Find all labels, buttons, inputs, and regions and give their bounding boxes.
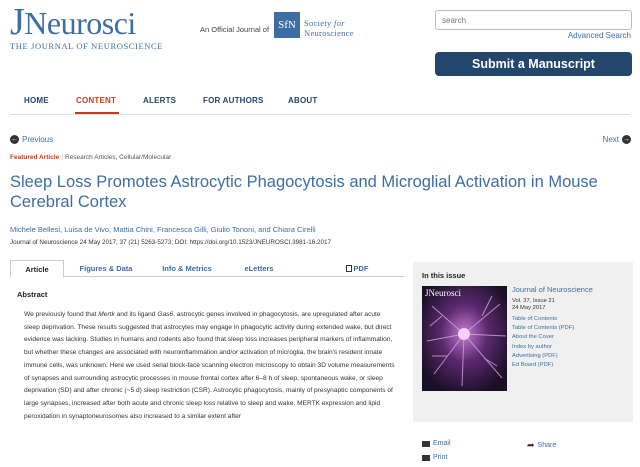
- share-label: Share: [537, 442, 557, 449]
- issue-cover-image[interactable]: [422, 286, 507, 391]
- link-ed-board-pdf[interactable]: Ed Board (PDF): [512, 362, 554, 369]
- issue-links: [512, 315, 593, 370]
- tab-figures-data[interactable]: Figures & Data: [79, 264, 133, 273]
- link-advertising-pdf[interactable]: Advertising (PDF): [512, 352, 558, 359]
- society-word: Society: [304, 18, 335, 28]
- arrow-left-icon: ←: [11, 136, 18, 143]
- tab-eletters[interactable]: eLetters: [244, 264, 274, 273]
- next-label: Next: [602, 135, 619, 144]
- issue-volume: Vol. 37, Issue 21: [512, 298, 555, 304]
- share-arrow-icon: ➦: [527, 440, 535, 450]
- tab-article[interactable]: Article: [10, 260, 64, 278]
- abstract-heading: Abstract: [17, 290, 48, 299]
- logo-text: Neurosci: [24, 5, 136, 41]
- author-list[interactable]: Michele Bellesi, Luisa de Vivo, Mattia Chini, Francesca Gilli, Giulio Tononi, and Chiara Cirelli: [10, 225, 316, 234]
- society-word-2: Neuroscience: [304, 28, 354, 38]
- logo-initial: J: [10, 1, 25, 43]
- citation: Journal of Neuroscience 24 May 2017, 37 (21) 5263-5273; DOI: https://doi.org/10.1523/JNEUROSCI.3981-16.2017: [10, 239, 331, 246]
- logo-subtitle: THE JOURNAL OF NEUROSCIENCE: [10, 41, 164, 51]
- cover-logo: JNeurosci: [425, 288, 461, 298]
- link-index-by-author[interactable]: Index by author: [512, 343, 552, 350]
- envelope-icon: [422, 441, 430, 447]
- arrow-right-icon: →: [623, 136, 630, 143]
- main-nav: [0, 94, 640, 114]
- printer-icon: [422, 455, 430, 461]
- share-link[interactable]: [527, 440, 556, 451]
- issue-date: 24 May 2017: [512, 305, 546, 311]
- tab-pdf[interactable]: [340, 260, 374, 277]
- print-label: Print: [433, 454, 448, 461]
- nav-divider: [10, 114, 630, 115]
- sfn-logo-icon[interactable]: SfN: [274, 12, 300, 38]
- featured-badge: Featured Article: [10, 154, 60, 161]
- pdf-file-icon: [346, 265, 352, 272]
- article-category: Featured Article | Research Articles, Cellular/Molecular: [10, 154, 172, 161]
- email-link[interactable]: [422, 440, 451, 447]
- tab-info-metrics[interactable]: Info & Metrics: [162, 264, 212, 273]
- nav-content[interactable]: CONTENT: [76, 96, 117, 105]
- link-table-of-contents[interactable]: Table of Contents: [512, 316, 558, 322]
- nav-home[interactable]: HOME: [24, 96, 49, 105]
- society-for: for: [334, 18, 345, 28]
- journal-link[interactable]: Journal of Neuroscience: [512, 285, 593, 294]
- article-sections: Research Articles, Cellular/Molecular: [64, 154, 172, 161]
- journal-logo[interactable]: [10, 1, 164, 51]
- previous-label: Previous: [22, 135, 54, 144]
- previous-link[interactable]: [10, 135, 53, 144]
- nav-about[interactable]: ABOUT: [288, 96, 318, 105]
- official-journal-label: An Official Journal of: [200, 25, 270, 34]
- article-tabs: [10, 260, 404, 277]
- article-title: Sleep Loss Promotes Astrocytic Phagocytosis and Microglial Activation in Mouse Cerebral Cortex: [10, 173, 598, 211]
- print-link[interactable]: [422, 454, 447, 461]
- society-name[interactable]: [304, 18, 354, 38]
- issue-heading: In this issue: [422, 271, 466, 280]
- link-about-the-cover[interactable]: About the Cover: [512, 334, 554, 341]
- issue-info: [512, 285, 593, 370]
- nav-for-authors[interactable]: FOR AUTHORS: [203, 96, 264, 105]
- next-link[interactable]: [603, 135, 631, 144]
- issue-panel: [413, 262, 633, 422]
- link-table-of-contents-pdf[interactable]: Table of Contents (PDF): [512, 325, 575, 332]
- advanced-search-link[interactable]: Advanced Search: [567, 31, 631, 40]
- submit-manuscript-button[interactable]: Submit a Manuscript: [435, 52, 632, 76]
- abstract-text: We previously found that Mertk and its ligand Gas6, astrocytic genes involved in phagocytosis, are upregulated after acute sleep deprivation. These results suggested that astrocytes may engage in phagocytic activity during extended wake, but direct evidence was lacking. Studies in humans and rodents also found that sleep loss increases peripheral markers of inflammation, but whether these changes are associated with neuroinflammation and/or activation of microglia, the brain's resident innate immune cells, was unknown. Here we used serial block-face scanning electron microscopy to obtain 3D volume measurements of synapses and surrounding astrocytic processes in mouse frontal cortex after 6–8 h of sleep, spontaneous wake, or sleep deprivation (SD) and after chronic (~5 d) sleep restriction (CSR). Astrocytic phagocytosis, mainly of presynaptic components of large synapses, increased after both acute and chronic sleep loss relative to sleep and wake. MERTK expression and lipid peroxidation in synaptoneurosomes also increased to a similar extent after: [24, 311, 395, 420]
- nav-alerts[interactable]: ALERTS: [143, 96, 177, 105]
- tab-pdf-label: PDF: [353, 264, 369, 273]
- search-input[interactable]: [435, 10, 632, 30]
- email-label: Email: [433, 440, 451, 447]
